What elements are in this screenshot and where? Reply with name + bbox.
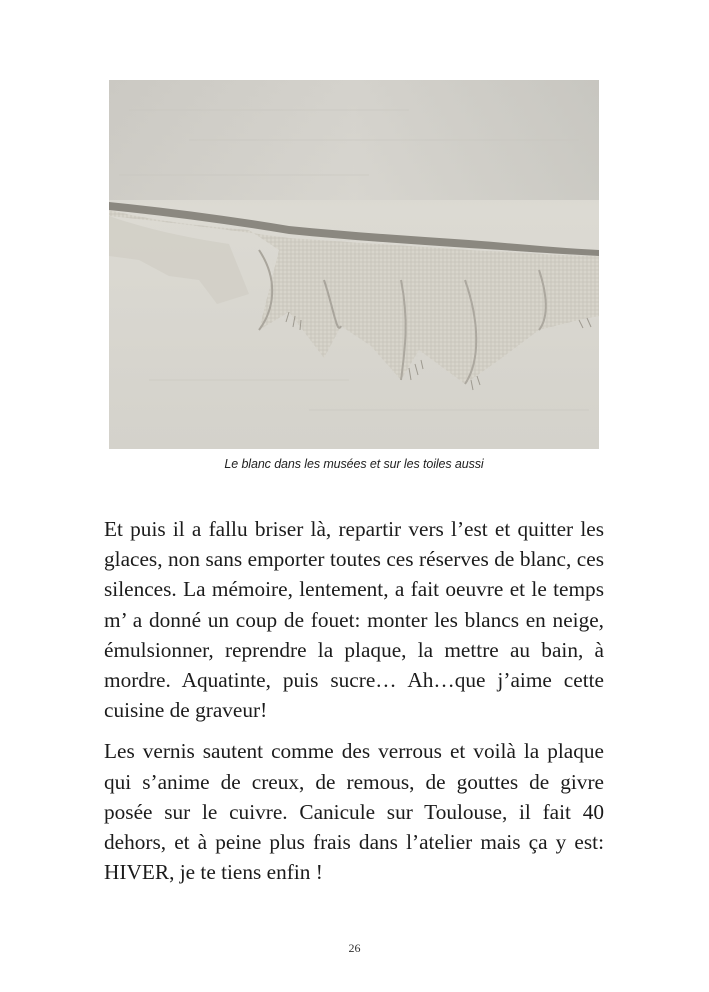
paragraph: Les vernis sautent comme des verrous et voilà la plaque qui s’anime de creux, de remous, de gouttes de givre posée sur le cuivre. Canicule sur Toulouse, il fait 40 dehors, et à peine plus frais dans l’atelier mais ça y est: HIVER, je te tiens enfin ! xyxy=(104,739,604,885)
figure-photo xyxy=(109,80,599,449)
textured-canvas-image xyxy=(109,80,599,449)
figure-caption: Le blanc dans les musées et sur les toiles aussi xyxy=(224,457,484,471)
body-text xyxy=(104,514,604,887)
paragraph: Et puis il a fallu briser là, repartir vers l’est et quitter les glaces, non sans emporter toutes ces réserves de blanc, ces silences. La mémoire, lentement, a fait oeuvre et le temps m’ a donné un coup de fouet: monter les blancs en neige, émulsionner, reprendre la plaque, la mettre au bain, à mordre. Aquatinte, puis sucre… Ah…que j’aime cette cuisine de graveur! xyxy=(104,517,604,723)
page-number: 26 xyxy=(348,941,361,955)
